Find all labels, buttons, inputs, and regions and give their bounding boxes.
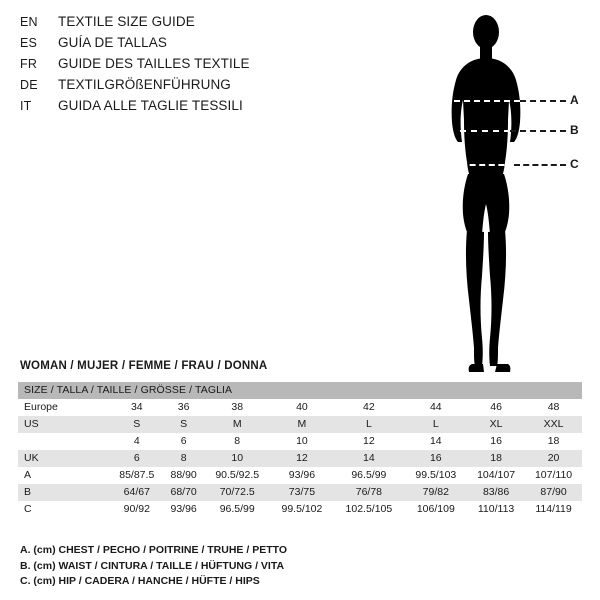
cell: 93/96: [271, 467, 333, 484]
note-b: B. (cm) WAIST / CINTURA / TAILLE / HÜFTUNG / VITA: [20, 559, 285, 572]
language-code: FR: [20, 57, 38, 71]
measure-line-c-inner: [460, 164, 514, 166]
row-label: [18, 433, 110, 450]
cell: 36: [164, 399, 204, 416]
language-code: DE: [20, 78, 38, 92]
language-title: TEXTILGRÖßENFÜHRUNG: [58, 77, 231, 92]
measure-label-a: A: [570, 93, 579, 107]
cell: 38: [204, 399, 271, 416]
cell: 104/107: [467, 467, 525, 484]
measure-label-c: C: [570, 157, 579, 171]
cell: 8: [164, 450, 204, 467]
cell: 18: [525, 433, 582, 450]
cell: 99.5/102: [271, 501, 333, 518]
table-row: [18, 433, 582, 450]
cell: 20: [525, 450, 582, 467]
cell: 12: [333, 433, 404, 450]
language-title: GUIDA ALLE TAGLIE TESSILI: [58, 98, 243, 113]
language-title: GUIDE DES TAILLES TEXTILE: [58, 56, 250, 71]
language-code: IT: [20, 99, 32, 113]
language-title: GUÍA DE TALLAS: [58, 35, 167, 50]
cell: 70/72.5: [204, 484, 271, 501]
cell: 16: [405, 450, 467, 467]
cell: 10: [204, 450, 271, 467]
cell: 14: [405, 433, 467, 450]
row-label: Europe: [18, 399, 110, 416]
cell: 18: [467, 450, 525, 467]
cell: 8: [204, 433, 271, 450]
cell: 4: [110, 433, 164, 450]
measure-line-a-outer: [520, 100, 566, 102]
cell: 44: [405, 399, 467, 416]
cell: 14: [333, 450, 404, 467]
language-title: TEXTILE SIZE GUIDE: [58, 14, 195, 29]
cell: 6: [110, 450, 164, 467]
cell: L: [333, 416, 404, 433]
language-code: EN: [20, 15, 38, 29]
cell: 64/67: [110, 484, 164, 501]
cell: 34: [110, 399, 164, 416]
language-row: [20, 14, 350, 35]
female-silhouette-icon: [420, 8, 590, 378]
table-header-label: SIZE / TALLA / TAILLE / GRÖSSE / TAGLIA: [18, 382, 582, 399]
body-figure: [420, 8, 590, 378]
table-row: [18, 416, 582, 433]
language-code: ES: [20, 36, 38, 50]
cell: 12: [271, 450, 333, 467]
row-label: C: [18, 501, 110, 518]
cell: 93/96: [164, 501, 204, 518]
cell: 48: [525, 399, 582, 416]
cell: 99.5/103: [405, 467, 467, 484]
cell: 68/70: [164, 484, 204, 501]
table-row: [18, 399, 582, 416]
cell: M: [271, 416, 333, 433]
cell: 110/113: [467, 501, 525, 518]
measure-line-b-outer: [510, 130, 566, 132]
cell: 83/86: [467, 484, 525, 501]
cell: 46: [467, 399, 525, 416]
cell: 96.5/99: [333, 467, 404, 484]
cell: XL: [467, 416, 525, 433]
cell: 106/109: [405, 501, 467, 518]
cell: 90/92: [110, 501, 164, 518]
row-label: A: [18, 467, 110, 484]
language-row: [20, 56, 350, 77]
measure-line-b-inner: [460, 130, 510, 132]
table-header-row: [18, 382, 582, 399]
table-row: [18, 450, 582, 467]
table-row: [18, 484, 582, 501]
cell: 85/87.5: [110, 467, 164, 484]
cell: 102.5/105: [333, 501, 404, 518]
measurement-notes: [20, 543, 287, 590]
language-row: [20, 98, 350, 119]
cell: 88/90: [164, 467, 204, 484]
cell: 16: [467, 433, 525, 450]
table-row: [18, 501, 582, 518]
cell: 40: [271, 399, 333, 416]
table-row: [18, 467, 582, 484]
cell: 96.5/99: [204, 501, 271, 518]
cell: 73/75: [271, 484, 333, 501]
size-table: [18, 382, 582, 518]
measure-label-b: B: [570, 123, 579, 137]
measure-line-c-outer: [514, 164, 566, 166]
cell: 42: [333, 399, 404, 416]
cell: L: [405, 416, 467, 433]
row-label: US: [18, 416, 110, 433]
language-row: [20, 77, 350, 98]
note-c: C. (cm) HIP / CADERA / HANCHE / HÜFTE / HIPS: [20, 575, 260, 587]
cell: S: [110, 416, 164, 433]
cell: S: [164, 416, 204, 433]
measure-line-a-inner: [454, 100, 520, 102]
cell: 6: [164, 433, 204, 450]
cell: 10: [271, 433, 333, 450]
cell: 114/119: [525, 501, 582, 518]
row-label: UK: [18, 450, 110, 467]
cell: M: [204, 416, 271, 433]
language-row: [20, 35, 350, 56]
cell: 107/110: [525, 467, 582, 484]
section-title: WOMAN / MUJER / FEMME / FRAU / DONNA: [20, 360, 268, 372]
language-title-block: [20, 14, 350, 119]
cell: 76/78: [333, 484, 404, 501]
cell: 90.5/92.5: [204, 467, 271, 484]
row-label: B: [18, 484, 110, 501]
cell: XXL: [525, 416, 582, 433]
note-a: A. (cm) CHEST / PECHO / POITRINE / TRUHE / PETTO: [20, 544, 288, 556]
cell: 79/82: [405, 484, 467, 501]
cell: 87/90: [525, 484, 582, 501]
